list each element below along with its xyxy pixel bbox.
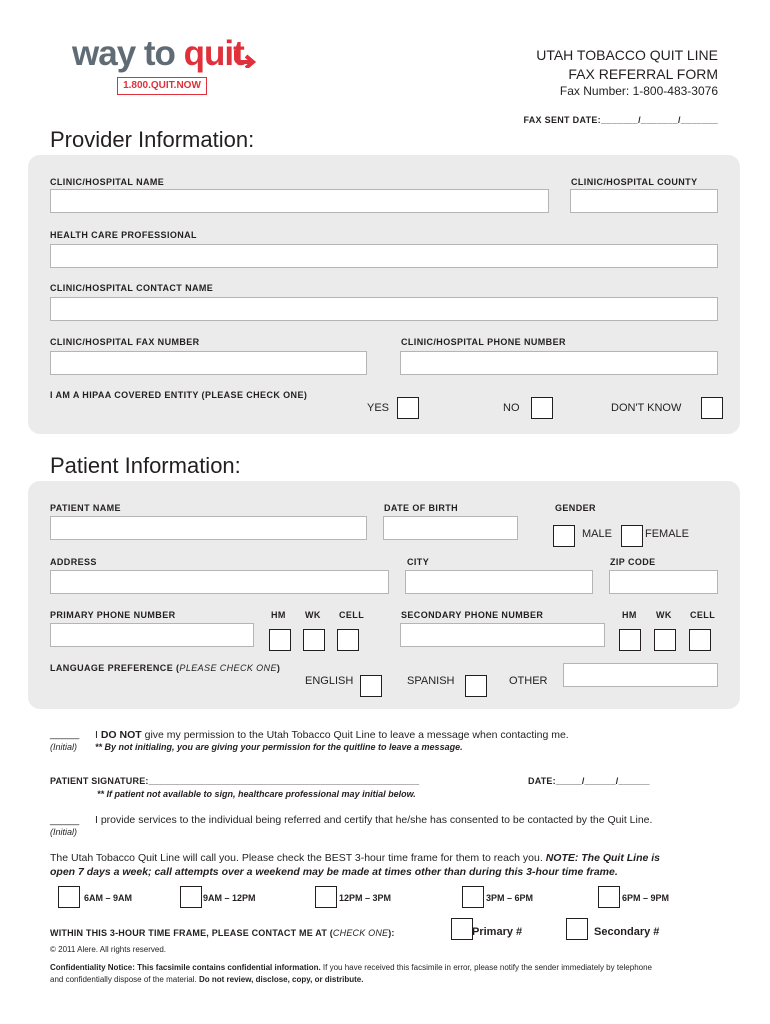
other-label: OTHER [509, 675, 548, 687]
form-title: FAX REFERRAL FORM [568, 66, 718, 82]
message-permission-text [95, 729, 569, 741]
call-instructions-line1 [50, 852, 660, 864]
call-instructions-text: The Utah Tobacco Quit Line will call you. Please check the BEST 3-hour time frame for them to reach you. [50, 852, 546, 864]
secondary-wk-checkbox[interactable] [654, 629, 676, 651]
logo-phone-badge: 1.800.QUIT.NOW [117, 77, 207, 95]
english-checkbox[interactable] [360, 675, 382, 697]
contact-secondary-label: Secondary # [594, 926, 660, 938]
hcp-label: HEALTH CARE PROFESSIONAL [50, 230, 197, 240]
zip-label: ZIP CODE [610, 557, 656, 567]
language-pref-label [50, 663, 280, 673]
hipaa-no-checkbox[interactable] [531, 397, 553, 419]
contact-me-at-close: ): [388, 928, 395, 938]
dob-field[interactable] [383, 516, 518, 540]
logo-text-quit: quit [183, 34, 244, 73]
primary-phone-field[interactable] [50, 623, 254, 647]
gender-label: GENDER [555, 503, 596, 513]
clinic-county-label: CLINIC/HOSPITAL COUNTY [571, 177, 698, 187]
slot-6pm-9pm-label: 6PM – 9PM [622, 893, 670, 903]
slot-9am-12pm-checkbox[interactable] [180, 886, 202, 908]
hcp-field[interactable] [50, 244, 718, 268]
signature-date-line[interactable]: DATE:_____/______/______ [528, 776, 650, 786]
language-pref-close: ) [276, 663, 281, 673]
form-org-title: UTAH TOBACCO QUIT LINE [536, 47, 718, 63]
primary-hm-label: HM [271, 610, 286, 620]
hipaa-label: I AM A HIPAA COVERED ENTITY (PLEASE CHECK ONE) [50, 390, 308, 400]
contact-primary-checkbox[interactable] [451, 918, 473, 940]
logo-text-way-to: way to [72, 34, 184, 73]
clinic-name-label: CLINIC/HOSPITAL NAME [50, 177, 165, 187]
contact-secondary-checkbox[interactable] [566, 918, 588, 940]
provider-certify-text: I provide services to the individual being referred and certify that he/she has consented to be contacted by the Quit Line. [95, 814, 653, 826]
address-label: ADDRESS [50, 557, 97, 567]
gender-male-label: MALE [582, 528, 612, 540]
slot-6am-9am-label: 6AM – 9AM [84, 893, 133, 903]
patient-section-title: Patient Information: [50, 453, 241, 478]
confidentiality-text: If you have received this facsimile in error, please notify the sender immediately by telephone [320, 963, 652, 972]
confidentiality-line1 [50, 963, 652, 972]
zip-field[interactable] [609, 570, 718, 594]
english-label: ENGLISH [305, 675, 354, 687]
language-pref-text: LANGUAGE PREFERENCE ( [50, 663, 180, 673]
dob-label: DATE OF BIRTH [384, 503, 459, 513]
secondary-hm-checkbox[interactable] [619, 629, 641, 651]
city-label: CITY [407, 557, 430, 567]
copyright: © 2011 Alere. All rights reserved. [50, 945, 167, 954]
contact-me-at-text: WITHIN THIS 3-HOUR TIME FRAME, PLEASE CONTACT ME AT ( [50, 928, 333, 938]
hipaa-yes-checkbox[interactable] [397, 397, 419, 419]
confidentiality-line2 [50, 975, 363, 984]
primary-hm-checkbox[interactable] [269, 629, 291, 651]
logo-wordmark [72, 34, 244, 74]
initial-blank-2[interactable]: _____ [50, 814, 80, 826]
primary-wk-checkbox[interactable] [303, 629, 325, 651]
secondary-wk-label: WK [656, 610, 672, 620]
hipaa-yes-label: YES [367, 402, 390, 414]
secondary-hm-label: HM [622, 610, 637, 620]
message-permission-pre: I [95, 729, 101, 741]
language-pref-instruction: PLEASE CHECK ONE [179, 663, 277, 673]
clinic-fax-label: CLINIC/HOSPITAL FAX NUMBER [50, 337, 200, 347]
message-permission-note: ** By not initialing, you are giving your permission for the quitline to leave a message. [95, 742, 463, 752]
provider-section-title: Provider Information: [50, 127, 255, 152]
confidentiality-warning: Do not review, disclose, copy, or distribute. [198, 975, 364, 984]
message-permission-do-not: DO NOT [100, 729, 142, 741]
confidentiality-heading: Confidentiality Notice: This facsimile contains confidential information. [50, 963, 321, 972]
primary-cell-checkbox[interactable] [337, 629, 359, 651]
gender-female-label: FEMALE [645, 528, 690, 540]
fax-sent-date: FAX SENT DATE:_______/_______/_______ [523, 115, 718, 125]
slot-12pm-3pm-label: 12PM – 3PM [339, 893, 392, 903]
secondary-cell-checkbox[interactable] [689, 629, 711, 651]
initial-label-1: (Initial) [50, 742, 78, 752]
clinic-phone-label: CLINIC/HOSPITAL PHONE NUMBER [401, 337, 566, 347]
call-instructions-line2: open 7 days a week; call attempts over a weekend may be made at times other than during this 3-hour time frame. [50, 866, 618, 878]
primary-phone-label: PRIMARY PHONE NUMBER [50, 610, 176, 620]
clinic-county-field[interactable] [570, 189, 718, 213]
contact-me-at-label [50, 928, 395, 938]
initial-blank-1[interactable]: _____ [50, 728, 80, 740]
primary-wk-label: WK [305, 610, 321, 620]
clinic-fax-field[interactable] [50, 351, 367, 375]
clinic-name-field[interactable] [50, 189, 549, 213]
slot-9am-12pm-label: 9AM – 12PM [203, 893, 256, 903]
slot-3pm-6pm-label: 3PM – 6PM [486, 893, 534, 903]
message-permission-post: give my permission to the Utah Tobacco Quit Line to leave a message when contacting me. [141, 729, 569, 741]
clinic-phone-field[interactable] [400, 351, 718, 375]
secondary-phone-field[interactable] [400, 623, 605, 647]
contact-name-field[interactable] [50, 297, 718, 321]
hipaa-dont-know-label: DON'T KNOW [611, 402, 682, 414]
confidentiality-text-2: and confidentially dispose of the material. [50, 975, 199, 984]
spanish-label: SPANISH [407, 675, 455, 687]
patient-name-label: PATIENT NAME [50, 503, 121, 513]
hipaa-no-label: NO [503, 402, 520, 414]
secondary-phone-label: SECONDARY PHONE NUMBER [401, 610, 544, 620]
contact-name-label: CLINIC/HOSPITAL CONTACT NAME [50, 283, 214, 293]
slot-3pm-6pm-checkbox[interactable] [462, 886, 484, 908]
logo-arrow-icon [232, 44, 256, 68]
primary-cell-label: CELL [339, 610, 365, 620]
patient-signature-line[interactable]: PATIENT SIGNATURE:____________________________________________________ [50, 776, 420, 786]
city-field[interactable] [405, 570, 593, 594]
secondary-cell-label: CELL [690, 610, 716, 620]
spanish-checkbox[interactable] [465, 675, 487, 697]
gender-male-checkbox[interactable] [553, 525, 575, 547]
call-note-bold: NOTE: The Quit Line is [545, 852, 661, 864]
initial-label-2: (Initial) [50, 827, 78, 837]
slot-12pm-3pm-checkbox[interactable] [315, 886, 337, 908]
slot-6am-9am-checkbox[interactable] [58, 886, 80, 908]
patient-name-field[interactable] [50, 516, 367, 540]
other-language-field[interactable] [563, 663, 718, 687]
fax-number: Fax Number: 1-800-483-3076 [559, 84, 718, 98]
gender-female-checkbox[interactable] [621, 525, 643, 547]
address-field[interactable] [50, 570, 389, 594]
hipaa-dont-know-checkbox[interactable] [701, 397, 723, 419]
contact-me-at-instruction: CHECK ONE [332, 928, 389, 938]
slot-6pm-9pm-checkbox[interactable] [598, 886, 620, 908]
signature-note: ** If patient not available to sign, healthcare professional may initial below. [97, 789, 416, 799]
contact-primary-label: Primary # [472, 926, 523, 938]
